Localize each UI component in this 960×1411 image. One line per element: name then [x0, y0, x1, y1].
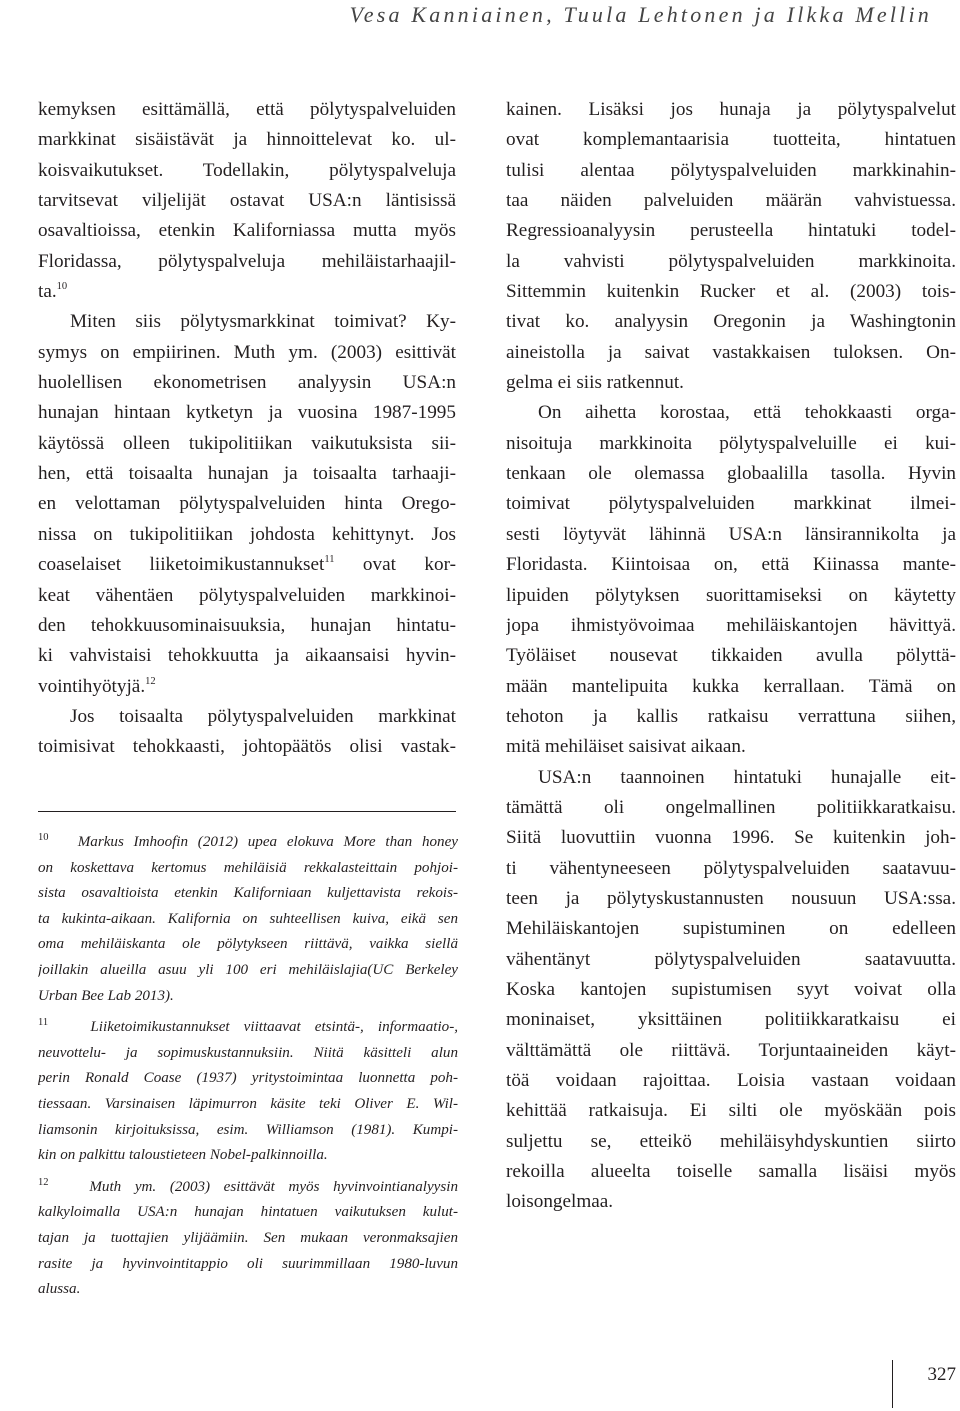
text-line: huolellisen ekonometrisen analyysin USA:n [38, 372, 456, 394]
text-line: hen, että toisaalta hunajan ja toisaalta tarhaaji- [38, 463, 456, 485]
text-line: käytössä olleen tukipolitiikan vaikutuksista sii- [38, 432, 456, 454]
footnote-11 [38, 1015, 458, 1169]
footnote-10 [38, 830, 458, 1009]
text-line: välttämättä ole riittävä. Torjuntaaineiden käyt- [506, 1039, 956, 1061]
text-line: toimisivat tehokkaasti, johtopäätös olisi vastak- [38, 736, 456, 758]
text-line: loisongelmaa. [506, 1191, 614, 1213]
footnote-number: 10 [38, 832, 49, 843]
footnote-line: ta kukinta-aikaan. Kalifornia on suhteellisen kuiva, eikä sen [38, 910, 458, 927]
text-line: toimivat pölytyspalveluiden markkinat ilmei- [506, 493, 956, 515]
left-column [38, 95, 456, 763]
text-line: Regressioanalyysin perusteella hintatuki todel- [506, 220, 956, 242]
text-line: Siitä luovuttiin vuonna 1996. Se kuitenkin joh- [506, 827, 956, 849]
text-line: Sittemmin kuitenkin Rucker et al. (2003) tois- [506, 281, 956, 303]
text-line [38, 550, 456, 580]
footnote-line: alussa. [38, 1281, 81, 1298]
text-line: symys on empiirinen. Muth ym. (2003) esittivät [38, 341, 456, 363]
text-line: kainen. Lisäksi jos hunaja ja pölytyspalvelut [506, 99, 956, 120]
paragraph-first-line: On aihetta korostaa, että tehokkaasti orga- [538, 402, 956, 424]
text-line: tenkaan ole olemassa globaalilla tasolla. Hyvin [506, 463, 956, 485]
running-header: Vesa Kanniainen, Tuula Lehtonen ja Ilkka Mellin [349, 2, 932, 27]
text-line: markkinat sisäistävät ja hinnoittelevat ko. ul- [38, 129, 456, 151]
footnote-line: liamsonin kirjoituksissa, esim. Williamson (1981). Kumpi- [38, 1121, 458, 1138]
text-span: Liiketoimikustannukset viittaavat etsintä-, informaatio-, [90, 1019, 458, 1036]
text-line: kehittää ratkaisuja. Ei silti ole myöskään pois [506, 1100, 956, 1122]
right-column [506, 95, 956, 1218]
text-line [38, 672, 456, 702]
footnote-line: on koskettava kertomus mehiläisiä rekkalasteittain pohjoi- [38, 859, 458, 876]
paragraph-first-line: Miten siis pölytysmarkkinat toimivat? Ky- [70, 311, 456, 333]
footnote-line: kalkyloimalla USA:n hunajan hintatuen vaikutuksen kulut- [38, 1204, 458, 1221]
paragraph-first-line: USA:n taannoinen hintatuki hunajalle eit- [538, 766, 956, 788]
text-line: Floridassa, pölytyspalveluja mehiläistarhaajil- [38, 250, 456, 272]
footnote-ref-11[interactable]: 11 [324, 554, 335, 566]
text-line: nissa on tukipolitiikan johdosta kehittynyt. Jos [38, 523, 456, 545]
text-line: la vahvisti pölytyspalveluiden markkinoita. [506, 250, 956, 272]
footnote-line: perin Ronald Coase (1937) yritystoimintaa luonnetta poh- [38, 1070, 458, 1087]
paragraph-first-line: Jos toisaalta pölytyspalveluiden markkinat [70, 705, 456, 727]
footnote-divider [38, 811, 456, 812]
text-line: hunajan hintaan kytketyn ja vuosina 1987-1995 [38, 402, 456, 424]
text-line: en velottaman pölytyspalveluiden hinta Orego- [38, 493, 456, 515]
footnote-line [38, 1175, 458, 1201]
text-line: mään mantelipuita kukka kerrallaan. Tämä on [506, 675, 956, 697]
footnote-ref-12[interactable]: 12 [145, 675, 156, 687]
footnote-line: tajan ja tuottajien ylijäämiin. Sen mukaan veronmaksajien [38, 1229, 458, 1246]
footnote-line: rasite ja hyvinvointitappio oli suurimmillaan 1980-luvun [38, 1255, 458, 1272]
text-line: Koska kantojen supistumisen syyt voivat olla [506, 978, 956, 1000]
footnote-line: sista osavaltioista etenkin Kaliforniaan kuljettavista rekois- [38, 885, 458, 902]
text-line: mitä mehiläiset saisivat aikaan. [506, 736, 746, 758]
text-line: keat vähentäen pölytyspalveluiden markkinoi- [38, 584, 456, 606]
text-span: coaselaiset liiketoimikustannukset [38, 554, 325, 576]
footnote-line: Urban Bee Lab 2013). [38, 987, 174, 1004]
text-line: moninaiset, yksittäinen politiikkaratkaisu ei [506, 1009, 956, 1031]
footnote-number: 11 [38, 1017, 49, 1029]
footnote-number: 12 [38, 1176, 49, 1188]
text-line: aineistolla ja saivat vastakkaisen tuloksen. On- [506, 341, 956, 363]
text-span: vointihyötyjä. [38, 675, 146, 697]
text-line: osavaltioissa, etenkin Kaliforniassa mutta myös [38, 220, 456, 242]
text-line: töä voidaan rajoittaa. Loisia vastaan voidaan [506, 1070, 956, 1091]
text-line: den tehokkuusominaisuuksia, hunajan hintatu- [38, 614, 456, 636]
footnote-line: tiessaan. Varsinaisen läpimurron käsite teki Oliver E. Wil- [38, 1095, 458, 1112]
text-line: tulisi alentaa pölytyspalveluiden markkinahin- [506, 159, 956, 181]
footnote-line: kin on palkittu taloustieteen Nobel-palkinnoilla. [38, 1147, 328, 1164]
footnote-line: joillakin alueilla asuu yli 100 eri mehiläislajia(UC Berkeley [38, 961, 458, 978]
text-line: tarvitsevat viljelijät ostavat USA:n läntisissä [38, 190, 456, 212]
text-line: ovat komplemantaarisia tuotteita, hintatuen [506, 129, 956, 151]
text-line: suljettu se, etteikö mehiläisyhdyskuntien siirto [506, 1130, 956, 1152]
text-span: Markus Imhoofin (2012) upea elokuva More than honey [77, 834, 458, 850]
text-line: ti vähentyneeseen pölytyspalveluiden saatavuu- [506, 857, 956, 879]
text-line: Työläiset nousevat tikkaiden avulla pölyttä- [506, 645, 956, 667]
text-line: kemyksen esittämällä, että pölytyspalveluiden [38, 99, 456, 120]
footnote-line [38, 830, 458, 856]
text-line: tivat ko. analyysin Oregonin ja Washingtonin [506, 311, 956, 333]
text-line: tehoton ja kallis ratkaisu verrattuna siihen, [506, 705, 956, 727]
text-span: Muth ym. (2003) esittävät myös hyvinvointianalyysin [89, 1178, 458, 1195]
page-number-rule [892, 1360, 893, 1408]
text-line: Floridasta. Kiintoisaa on, että Kiinassa mante- [506, 554, 956, 576]
footnote-ref-10[interactable]: 10 [56, 281, 68, 293]
footnote-line: oma mehiläiskanta ole pölytykseen riittävä, vaikka siellä [38, 936, 458, 953]
text-line: Mehiläiskantojen supistuminen on edelleen [506, 918, 956, 940]
footnote-line [38, 1015, 458, 1041]
text-line: tämättä oli ongelmallinen politiikkaratkaisu. [506, 796, 956, 818]
text-line: rekoilla alueelta toiselle samalla lisäisi myös [506, 1161, 956, 1183]
footnotes [38, 830, 458, 1309]
text-line: jopa ihmistyövoimaa mehiläiskantojen hävittyä. [506, 614, 956, 636]
text-span: ovat kor- [334, 554, 456, 576]
text-line: ki vahvistaisi tehokkuutta ja aikaansaisi hyvin- [38, 645, 456, 667]
text-line: vähentänyt pölytyspalveluiden saatavuutta. [506, 948, 956, 970]
text-line: sesti löytyvät lähinnä USA:n länsirannikolta ja [506, 523, 956, 545]
footnote-line: neuvottelu- ja sopimuskustannuksiin. Niitä käsitteli alun [38, 1044, 458, 1061]
text-line: teen ja pölytyskustannusten nousuun USA:ssa. [506, 887, 956, 909]
text-line: gelma ei siis ratkennut. [506, 372, 684, 394]
page-number: 327 [927, 1364, 956, 1385]
footnote-12 [38, 1175, 458, 1303]
text-span: ta. [38, 281, 57, 303]
text-line: lipuiden pölytyksen suorittamiseksi on käytetty [506, 584, 956, 606]
text-line: koisvaikutukset. Todellakin, pölytyspalveluja [38, 159, 456, 181]
text-line [38, 277, 456, 307]
text-line: nisoituja markkinoita pölytyspalveluille ei kui- [506, 432, 956, 454]
text-line: taa näiden palveluiden määrän vahvistuessa. [506, 190, 956, 212]
